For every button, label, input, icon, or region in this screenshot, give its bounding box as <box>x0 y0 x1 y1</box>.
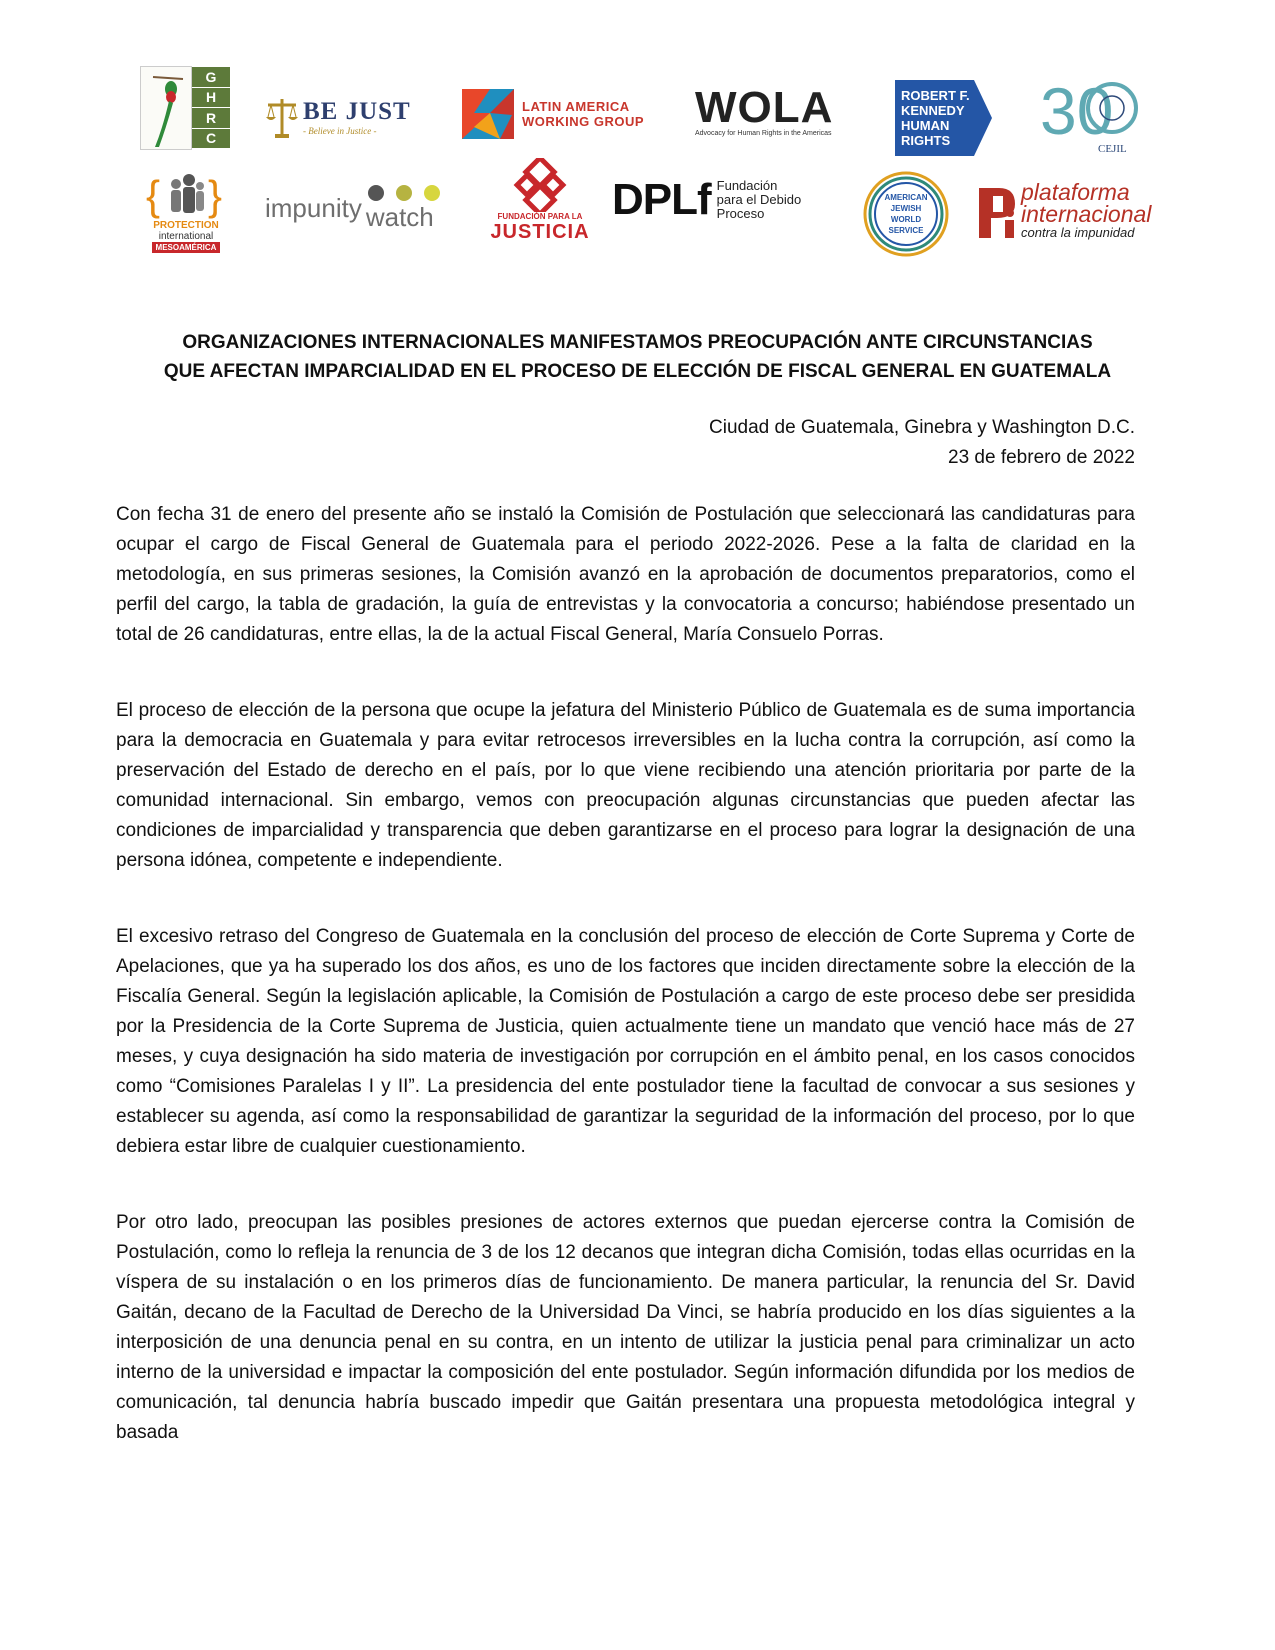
impunity-watch-logo <box>265 180 460 236</box>
wola-tagline: Advocacy for Human Rights in the Americas <box>695 130 832 137</box>
bejust-name: BE JUST <box>303 98 411 125</box>
bejust-tagline: - Believe in Justice - <box>303 126 377 136</box>
paragraph: Por otro lado, preocupan las posibles presiones de actores externos que puedan ejercerse contra la Comisión de Postulación, como lo refleja la renuncia de 3 de los 12 decanos que integran dicha Comisión, todas ellas ocurridas en la víspera de su instalación o en los primeros días de funcionamiento. De manera particular, la renuncia del Sr. David Gaitán, decano de la Facultad de Derecho de la Universidad Da Vinci, se habría producido en los días siguientes a la interposición de una denuncia penal en su contra, en un intento de utilizar la justicia penal para criminalizar un acto interno de la universidad e impactar la composición del ente postulador. Según información difundida por los medios de comunicación, tal denuncia habría buscado impedir que Gaitán presentara una propuesta metodológica integral y basada <box>116 1212 1135 1443</box>
wola-logo <box>695 83 845 142</box>
plataforma-line1: plataforma <box>1021 178 1130 205</box>
ghrc-letter: C <box>192 129 230 150</box>
ghrc-letter: G <box>192 67 230 88</box>
protection-line2: international <box>158 231 214 242</box>
wola-name: WOLA <box>695 83 834 132</box>
paragraph: El proceso de elección de la persona que ocupe la jefatura del Ministerio Público de Guatemala es de suma importancia para la democracia en Guatemala y para evitar retrocesos irreversibles en la lucha contra la corrupción, así como la preservación del Estado de derecho en el país, por lo que viene recibiendo una atención prioritaria por parte de la comunidad internacional. Sin embargo, vemos con preocupación algunas circunstancias que pueden afectar las condiciones de imparcialidad y transparencia que deben garantizarse en el proceso para lograr la designación de una persona idónea, competente e independiente. <box>116 700 1135 871</box>
rfk-chevron-icon <box>974 80 1000 156</box>
date-line: 23 de febrero de 2022 <box>948 447 1135 468</box>
ghrc-letter: H <box>192 88 230 109</box>
cejil-logo <box>1040 72 1150 156</box>
dplf-line2: para el Debido <box>716 192 802 207</box>
rfk-line4: RIGHTS <box>901 133 951 148</box>
protection-international-logo <box>144 170 228 266</box>
ajws-line1: AMERICAN <box>884 193 928 202</box>
cejil-name: CEJIL <box>1098 143 1127 155</box>
title-line2: QUE AFECTAN IMPARCIALIDAD EN EL PROCESO DE ELECCIÓN DE FISCAL GENERAL EN GUATEMALA <box>163 361 1112 382</box>
lawg-logo <box>460 86 650 142</box>
paragraph: El excesivo retraso del Congreso de Guatemala en la conclusión del proceso de elección de Corte Suprema y Corte de Apelaciones, que ya ha superado los dos años, es uno de los factores que inciden directamente sobre la elección de la Fiscalía General. Según la legislación aplicable, la Comisión de Postulación a cargo de este proceso debe ser presidida por la Presidencia de la Corte Suprema de Justicia, quien actualmente tiene un mandato que venció hace más de 27 meses, y cuya designación ha sido materia de investigación por corrupción en el ámbito penal, en los casos conocidos como “Comisiones Paralelas I y II”. La presidencia del ente postulador tiene la facultad de convocar a sus sesiones y establecer su agenda, así como la responsabilidad de garantizar la seguridad de la información del proceso, por lo que debiera estar libre de cualquier cuestionamiento. <box>116 926 1135 1157</box>
cejil-30-icon <box>1040 72 1150 156</box>
dplf-name: DPLf <box>612 175 711 224</box>
rfk-logo <box>895 80 1000 156</box>
scales-icon <box>265 95 299 139</box>
lawg-line2: WORKING GROUP <box>522 114 645 129</box>
ajws-line2: JEWISH <box>890 204 922 213</box>
rfk-line3: HUMAN <box>901 118 950 133</box>
ghrc-logo <box>140 66 232 150</box>
ghrc-letter: R <box>192 108 230 129</box>
place-date-block <box>640 413 1135 473</box>
place-line: Ciudad de Guatemala, Ginebra y Washington D.C. <box>709 417 1135 438</box>
ajws-line4: SERVICE <box>888 226 924 235</box>
ghrc-letters <box>192 67 230 149</box>
lawg-mark-icon <box>460 87 516 141</box>
rfk-line2: KENNEDY <box>901 103 965 118</box>
dplf-logo <box>612 172 822 228</box>
ajws-line3: WORLD <box>890 215 922 224</box>
bejust-logo <box>265 92 425 142</box>
impunity-word: impunity <box>265 192 362 223</box>
cejil-number: 30 <box>1040 74 1114 148</box>
protection-line3: MESOAMÉRICA <box>152 242 221 253</box>
plataforma-line3: contra la impunidad <box>1021 224 1135 240</box>
justicia-line2: JUSTICIA <box>490 221 590 243</box>
pi-icon <box>975 180 1017 240</box>
plataforma-line2: internacional <box>1021 200 1152 227</box>
fundacion-justicia-logo <box>490 158 590 254</box>
rfk-line1: ROBERT F. <box>901 88 970 103</box>
document-title <box>140 328 1135 386</box>
people-group-icon <box>146 170 226 220</box>
ajws-circle-icon <box>862 170 950 258</box>
ajws-logo <box>862 170 950 258</box>
title-line1: ORGANIZACIONES INTERNACIONALES MANIFESTAMOS PREOCUPACIÓN ANTE CIRCUNSTANCIAS <box>182 332 1093 353</box>
justicia-pattern-icon <box>513 158 567 212</box>
justicia-line1: FUNDACIÓN PARA LA <box>497 212 583 221</box>
svg-text:{: { <box>146 172 161 219</box>
svg-text:}: } <box>208 172 223 219</box>
protection-line1: PROTECTION <box>153 220 219 231</box>
lawg-line1: LATIN AMERICA <box>522 99 630 114</box>
watch-word: watch <box>365 201 434 232</box>
impunity-dots-icon <box>366 184 446 202</box>
plataforma-logo <box>975 178 1165 242</box>
dplf-line1: Fundación <box>716 178 778 193</box>
dplf-line3: Proceso <box>716 206 765 221</box>
paragraph: Con fecha 31 de enero del presente año se instaló la Comisión de Postulación que seleccionará las candidaturas para ocupar el cargo de Fiscal General de Guatemala para el periodo 2022-2026. Pese a la falta de claridad en la metodología, en sus primeras sesiones, la Comisión avanzó en la aprobación de documentos preparatorios, como el perfil del cargo, la tabla de gradación, la guía de entrevistas y la convocatoria a concurso; habiéndose presentado un total de 26 candidaturas, entre ellas, la de la actual Fiscal General, María Consuelo Porras. <box>116 504 1135 645</box>
quetzal-bird-icon <box>140 66 192 150</box>
